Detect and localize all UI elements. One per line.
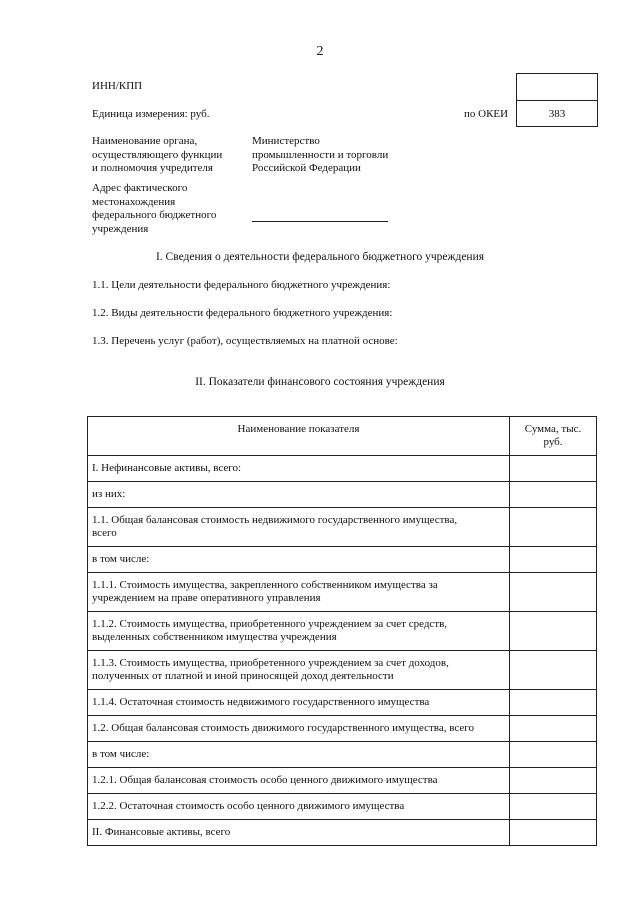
table-row <box>88 508 597 547</box>
sum-cell <box>510 768 597 794</box>
section2-title: II. Показатели финансового состояния учреждения <box>195 376 445 388</box>
financial-table <box>87 416 597 846</box>
row-label: в том числе: <box>88 742 510 768</box>
col-header-name: Наименование показателя <box>88 417 510 456</box>
table-row <box>88 742 597 768</box>
row-label-line: учреждением на праве оперативного управления <box>92 592 321 604</box>
address-label-line: учреждения <box>92 222 149 235</box>
row-label: 1.1.4. Остаточная стоимость недвижимого государственного имущества <box>88 690 510 716</box>
table-row <box>88 573 597 612</box>
row-label <box>88 573 510 612</box>
org-label-line: осуществляющего функции <box>92 148 223 161</box>
section1-item-1-3: 1.3. Перечень услуг (работ), осуществляемых на платной основе: <box>92 335 398 347</box>
okei-code-cell: 383 <box>517 100 597 126</box>
table-row <box>88 612 597 651</box>
table-header-row <box>88 417 597 456</box>
row-label: 1.2.2. Остаточная стоимость особо ценного движимого имущества <box>88 794 510 820</box>
org-label-line: и полномочия учредителя <box>92 162 213 174</box>
table-row <box>88 768 597 794</box>
table-row <box>88 716 597 742</box>
sum-cell <box>510 612 597 651</box>
row-label <box>88 651 510 690</box>
org-value-line: промышленности и торговли <box>252 148 389 161</box>
address-label <box>92 182 216 236</box>
table-row <box>88 547 597 573</box>
table-row <box>88 820 597 846</box>
unit-label: Единица измерения: руб. <box>92 108 210 120</box>
section1-item-1-2: 1.2. Виды деятельности федерального бюджетного учреждения: <box>92 307 393 319</box>
inn-kpp-label: ИНН/КПП <box>92 80 143 92</box>
org-value-line: Российской Федерации <box>252 162 361 174</box>
org-label-line: Наименование органа, <box>92 135 198 147</box>
okei-label: по ОКЕИ <box>464 108 509 120</box>
page-number: 2 <box>316 44 324 59</box>
sum-cell <box>510 820 597 846</box>
inn-kpp-code-cell <box>517 74 597 100</box>
row-label-line: выделенных собственником имущества учреждения <box>92 631 337 643</box>
row-label-line: 1.1.1. Стоимость имущества, закрепленного собственником имущества за <box>92 579 438 591</box>
table-row <box>88 456 597 482</box>
sum-cell <box>510 742 597 768</box>
row-label-line: полученных от платной и иной приносящей доход деятельности <box>92 670 394 682</box>
row-label: из них: <box>88 482 510 508</box>
row-label-line: всего <box>92 527 117 539</box>
address-label-line: Адрес фактического <box>92 182 188 194</box>
sum-cell <box>510 716 597 742</box>
table-row <box>88 482 597 508</box>
address-blank-line <box>252 221 388 222</box>
row-label-line: 1.1.3. Стоимость имущества, приобретенного учреждением за счет доходов, <box>92 657 449 669</box>
row-label: 1.2. Общая балансовая стоимость движимого государственного имущества, всего <box>88 716 510 742</box>
table-row <box>88 651 597 690</box>
org-value-line: Министерство <box>252 135 320 147</box>
sum-cell <box>510 794 597 820</box>
row-label <box>88 508 510 547</box>
address-label-line: федерального бюджетного <box>92 209 217 221</box>
col-header-sum-line: руб. <box>543 436 563 448</box>
sum-cell <box>510 482 597 508</box>
org-label <box>92 135 222 176</box>
org-value <box>252 135 388 176</box>
col-header-sum-line: Сумма, тыс. <box>524 423 582 435</box>
section1-item-1-1: 1.1. Цели деятельности федерального бюджетного учреждения: <box>92 279 391 291</box>
row-label-line: 1.1.2. Стоимость имущества, приобретенного учреждением за счет средств, <box>92 618 448 630</box>
section1-title: I. Сведения о деятельности федерального бюджетного учреждения <box>155 251 485 263</box>
address-label-line: местонахождения <box>92 195 176 208</box>
sum-cell <box>510 547 597 573</box>
row-label <box>88 612 510 651</box>
table-row <box>88 794 597 820</box>
row-label: II. Финансовые активы, всего <box>88 820 510 846</box>
col-header-sum <box>510 417 597 456</box>
row-label: в том числе: <box>88 547 510 573</box>
sum-cell <box>510 690 597 716</box>
sum-cell <box>510 456 597 482</box>
row-label: I. Нефинансовые активы, всего: <box>88 456 510 482</box>
sum-cell <box>510 573 597 612</box>
row-label: 1.2.1. Общая балансовая стоимость особо ценного движимого имущества <box>88 768 510 794</box>
sum-cell <box>510 508 597 547</box>
sum-cell <box>510 651 597 690</box>
codes-box <box>516 73 598 127</box>
row-label-line: 1.1. Общая балансовая стоимость недвижимого государственного имущества, <box>92 514 458 526</box>
table-row <box>88 690 597 716</box>
